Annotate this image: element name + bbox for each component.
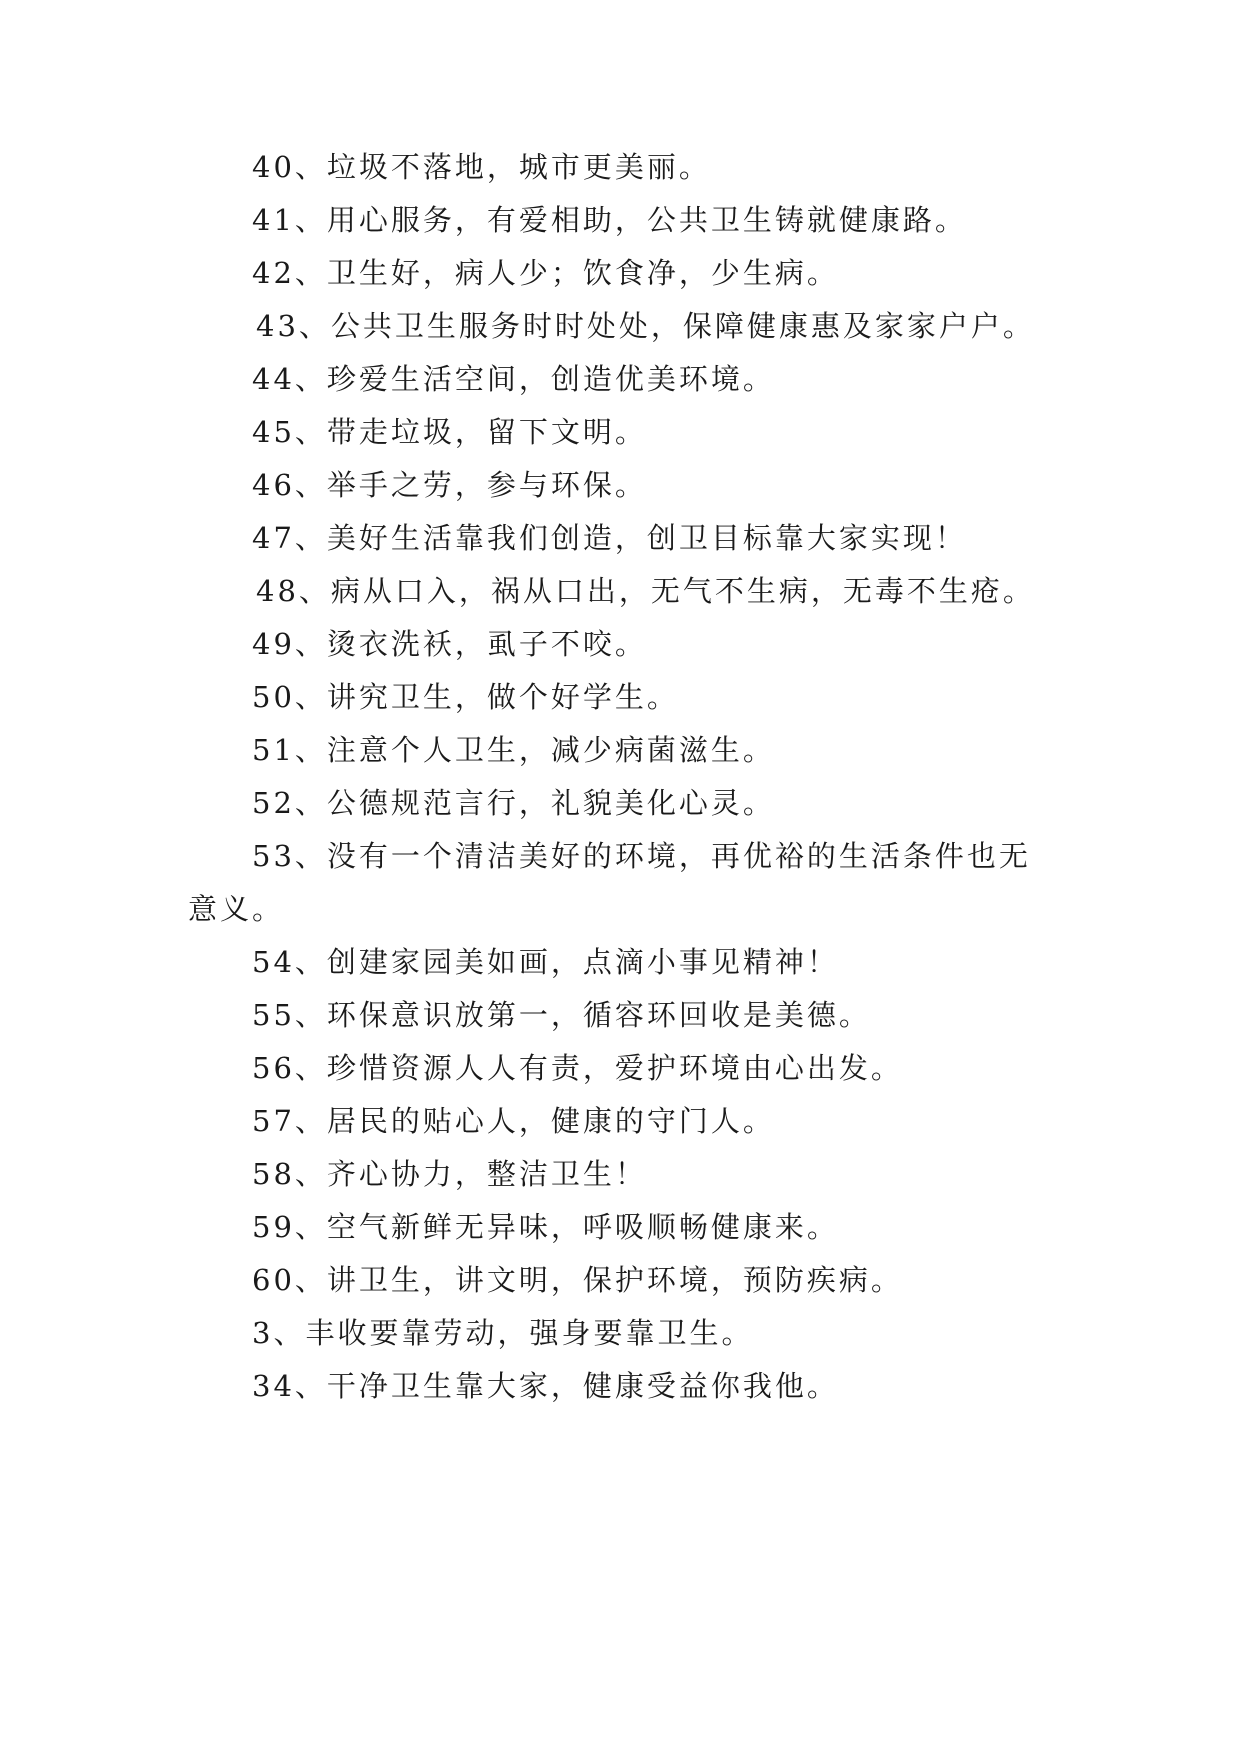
- slogan-line-continuation: 意义。: [188, 892, 285, 926]
- slogan-line: 34、干净卫生靠大家，健康受益你我他。: [252, 1369, 839, 1403]
- slogan-line: 40、垃圾不落地，城市更美丽。: [252, 150, 711, 184]
- slogan-line: 42、卫生好，病人少；饮食净，少生病。: [252, 256, 839, 290]
- slogan-line: 60、讲卫生，讲文明，保护环境，预防疾病。: [252, 1263, 903, 1297]
- slogan-line: 45、带走垃圾，留下文明。: [252, 415, 647, 449]
- slogan-line: 56、珍惜资源人人有责，爱护环境由心出发。: [252, 1051, 903, 1085]
- slogan-line: 44、珍爱生活空间，创造优美环境。: [252, 362, 775, 396]
- slogan-line: 57、居民的贴心人，健康的守门人。: [252, 1104, 775, 1138]
- slogan-line: 3、丰收要靠劳动，强身要靠卫生。: [252, 1316, 754, 1350]
- slogan-line: 47、美好生活靠我们创造，创卫目标靠大家实现！: [252, 521, 967, 555]
- slogan-line: 50、讲究卫生，做个好学生。: [252, 680, 679, 714]
- slogan-line: 53、没有一个清洁美好的环境，再优裕的生活条件也无: [252, 839, 1031, 873]
- slogan-line: 52、公德规范言行，礼貌美化心灵。: [252, 786, 775, 820]
- slogan-line: 43、公共卫生服务时时处处，保障健康惠及家家户户。: [256, 309, 1035, 343]
- slogan-line: 55、环保意识放第一，循容环回收是美德。: [252, 998, 871, 1032]
- slogan-line: 48、病从口入，祸从口出，无气不生病，无毒不生疮。: [256, 574, 1035, 608]
- slogan-line: 59、空气新鲜无异味，呼吸顺畅健康来。: [252, 1210, 839, 1244]
- slogan-line: 51、注意个人卫生，减少病菌滋生。: [252, 733, 775, 767]
- slogan-line: 49、烫衣洗袄，虱子不咬。: [252, 627, 647, 661]
- slogan-line: 58、齐心协力，整洁卫生！: [252, 1157, 647, 1191]
- slogan-line: 41、用心服务，有爱相助，公共卫生铸就健康路。: [252, 203, 967, 237]
- slogan-line: 46、举手之劳，参与环保。: [252, 468, 647, 502]
- slogan-line: 54、创建家园美如画，点滴小事见精神！: [252, 945, 839, 979]
